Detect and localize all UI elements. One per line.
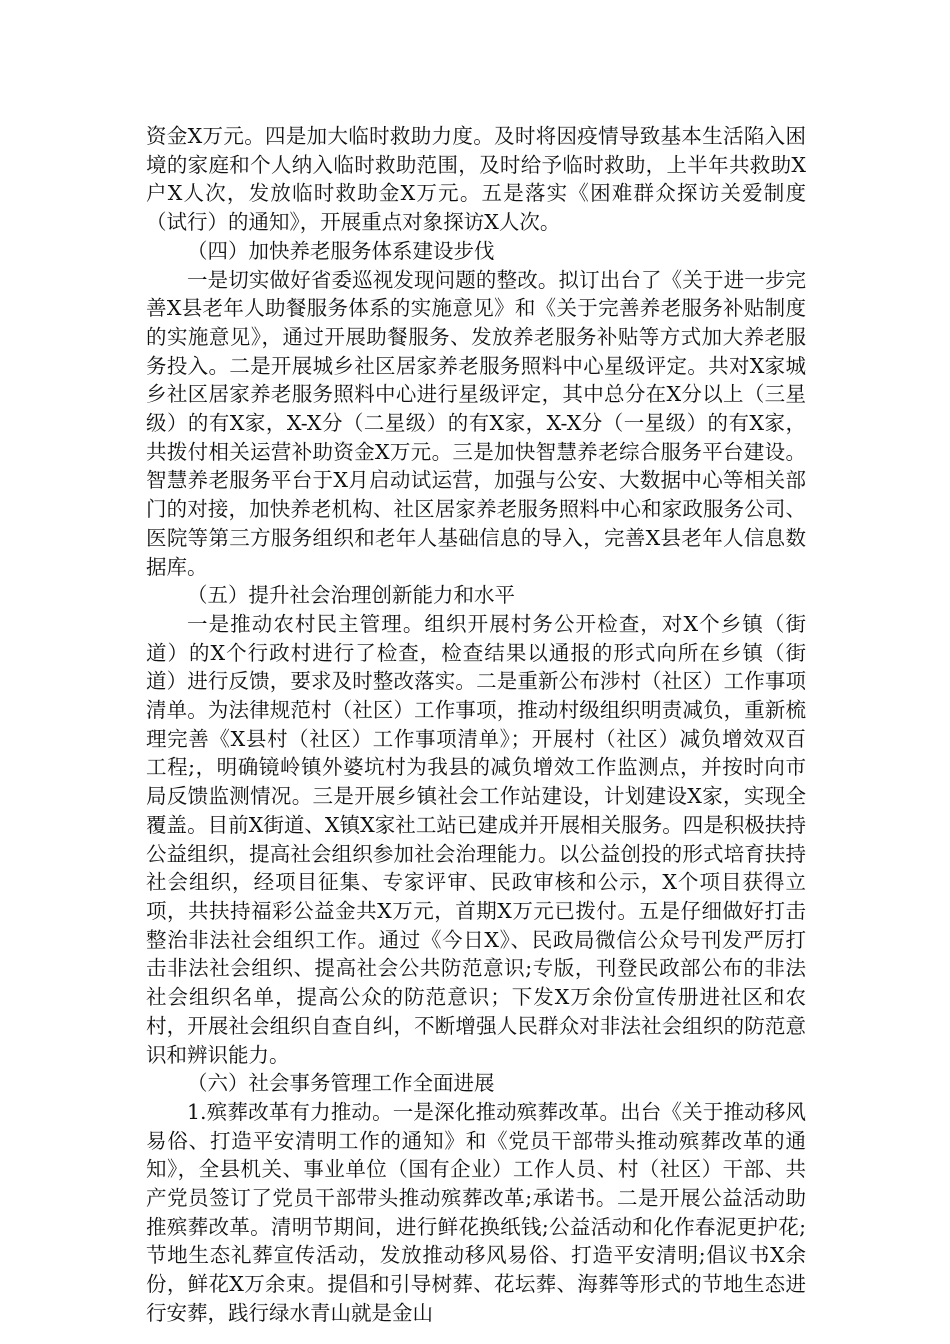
document-page [146,122,806,1328]
paragraph-funeral-reform: 1.殡葬改革有力推动。一是深化推动殡葬改革。出台《关于推动移风易俗、打造平安清明工作的通知》和《党员干部带头推动殡葬改革的通知》，全县机关、事业单位（国有企业）工作人员、村（社区）干部、共产党员签订了党员干部带头推动殡葬改革;承诺书。二是开展公益活动助推殡葬改革。清明节期间，进行鲜花换纸钱;公益活动和化作春泥更护花;节地生态礼葬宣传活动，发放推动移风易俗、打造平安清明;倡议书X余份，鲜花X万余束。提倡和引导树葬、花坛葬、海葬等形式的节地生态进行安葬，践行绿水青山就是金山 [146,1099,806,1325]
section-heading-elderly-care: （四）加快养老服务体系建设步伐 [187,238,495,263]
paragraph-relief-fund: 资金X万元。四是加大临时救助力度。及时将因疫情导致基本生活陷入困境的家庭和个人纳入临时救助范围，及时给予临时救助，上半年共救助X户X人次，发放临时救助金X万元。五是落实《困难群众探访关爱制度（试行）的通知》，开展重点对象探访X人次。 [146,124,806,235]
section-heading-social-affairs: （六）社会事务管理工作全面进展 [187,1071,495,1096]
paragraph-elderly-care: 一是切实做好省委巡视发现问题的整改。拟订出台了《关于进一步完善X县老年人助餐服务体系的实施意见》和《关于完善养老服务补贴制度的实施意见》，通过开展助餐服务、发放养老服务补贴等方式加大养老服务投入。二是开展城乡社区居家养老服务照料中心星级评定。共对X家城乡社区居家养老服务照料中心进行星级评定，其中总分在X分以上（三星级）的有X家，X-X分（二星级）的有X家，X-X分（一星级）的有X家，共拨付相关运营补助资金X万元。三是加快智慧养老综合服务平台建设。智慧养老服务平台于X月启动试运营，加强与公安、大数据中心等相关部门的对接，加快养老机构、社区居家养老服务照料中心和家政服务公司、医院等第三方服务组织和老年人基础信息的导入，完善X县老年人信息数据库。 [146,267,806,579]
section-heading-social-governance: （五）提升社会治理创新能力和水平 [187,583,515,608]
paragraph-social-governance: 一是推动农村民主管理。组织开展村务公开检查，对X个乡镇（街道）的X个行政村进行了检查，检查结果以通报的形式向所在乡镇（街道）进行反馈，要求及时整改落实。二是重新公布涉村（社区）工作事项清单。为法律规范村（社区）工作事项，推动村级组织明责减负，重新梳理完善《X县村（社区）工作事项清单》；开展村（社区）减负增效双百工程;，明确镜岭镇外婆坑村为我县的减负增效工作监测点，并按时向市局反馈监测情况。三是开展乡镇社会工作站建设，计划建设X家，实现全覆盖。目前X街道、X镇X家社工站已建成并开展相关服务。四是积极扶持公益组织，提高社会组织参加社会治理能力。以公益创投的形式培育扶持社会组织，经项目征集、专家评审、民政审核和公示，X个项目获得立项，共扶持福彩公益金共X万元，首期X万元已拨付。五是仔细做好打击整治非法社会组织工作。通过《今日X》、民政局微信公众号刊发严厉打击非法社会组织、提高社会公共防范意识;专版，刊登民政部公布的非法社会组织名单，提高公众的防范意识；下发X万余份宣传册进社区和农村，开展社会组织自查自纠，不断增强人民群众对非法社会组织的防范意识和辨识能力。 [146,611,806,1067]
